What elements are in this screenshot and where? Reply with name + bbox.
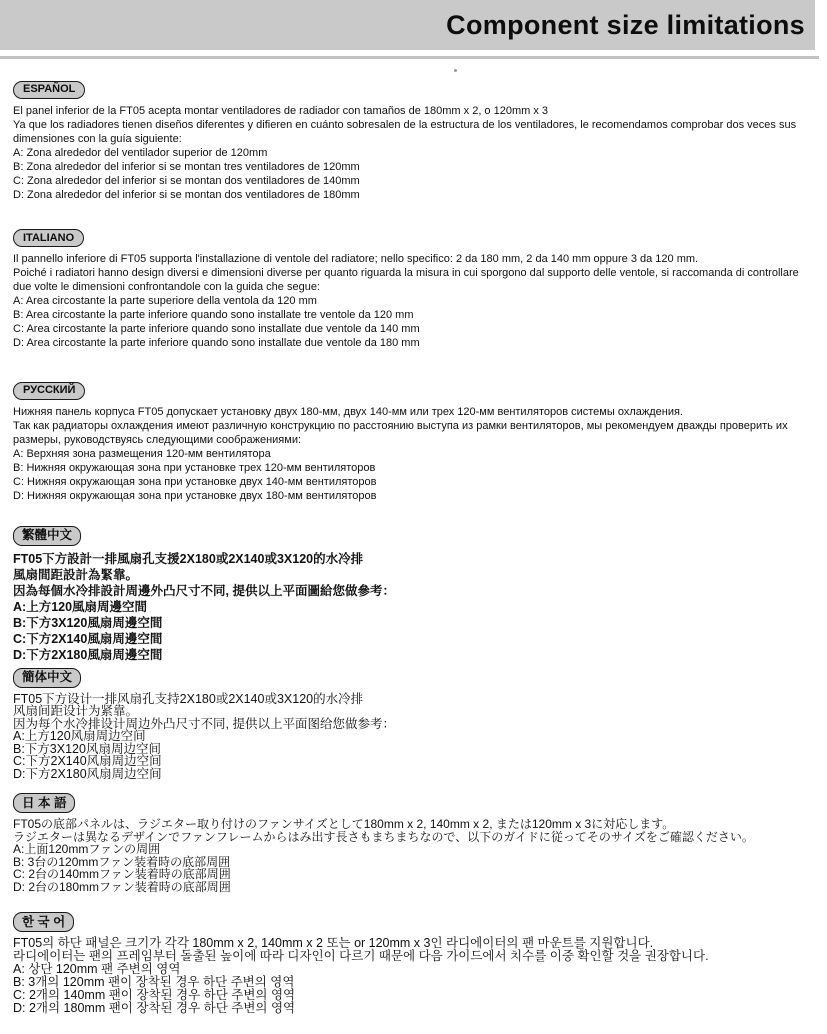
- section-text: [13, 405, 819, 503]
- language-section-ru: [13, 380, 819, 503]
- text-line: El panel inferior de la FT05 acepta montar ventiladores de radiador con tamaños de 180mm x 2, o 120mm x 3: [13, 104, 549, 117]
- text-line: A: Area circostante la parte superiore della ventola da 120 mm: [13, 295, 317, 307]
- section-text: [13, 937, 819, 1015]
- content: [0, 79, 827, 1015]
- text-line: C: 2台の140mmファン装着時の底部周囲: [13, 867, 231, 881]
- text-line: B:下方3X120風扇周邊空間: [13, 615, 163, 630]
- section-text: [13, 551, 819, 663]
- text-line: FT05の底部パネルは、ラジエター取り付けのファンサイズとして180mm x 2, 140mm x 2, または120mm x 3に対応します。: [13, 817, 675, 831]
- text-line: D:下方2X180風扇周邊空間: [13, 647, 163, 662]
- language-label: 日 本 語: [13, 793, 75, 813]
- text-line: B: 3台の120mmファン装着時の底部周囲: [13, 854, 231, 869]
- text-line: B: Zona alrededor del inferior si se montan tres ventiladores de 120mm: [13, 160, 360, 173]
- text-line: D: Zona alrededor del inferior si se montan dos ventiladores de 180mm: [13, 188, 360, 201]
- text-line: C:下方2X140風扇周邊空間: [13, 631, 163, 646]
- text-line: Ya que los radiadores tienen diseños diferentes y difieren en cuánto sobresalen de la estructura de los ventiladores, le recomendamos comprobar dos veces sus dimensiones con la guía siguiente:: [13, 118, 797, 145]
- language-label: 簡体中文: [13, 668, 81, 688]
- text-line: D: Нижняя окружающая зона при установке двух 180-мм вентиляторов: [13, 489, 377, 502]
- text-line: C: Zona alrededor del inferior si se montan dos ventiladores de 140mm: [13, 174, 360, 187]
- language-label: ITALIANO: [13, 229, 84, 247]
- language-section-zh-tw: [13, 526, 819, 663]
- text-line: FT05下方设计一排风扇孔支持2X180或2X140或3X120的水冷排: [13, 691, 364, 706]
- text-line: Poiché i radiatori hanno design diversi e dimensioni diverse per quanto riguarda la misura in cui sporgono dal supporto delle ventole, si raccomanda di controllare due volte le dimensioni confrontandole con la guida che segue:: [13, 267, 799, 293]
- text-line: 风扇间距设计为紧靠。: [13, 704, 139, 718]
- text-line: A: Верхняя зона размещения 120-мм вентилятора: [13, 447, 271, 460]
- text-line: A: 상단 120mm 팬 주변의 영역: [13, 962, 181, 976]
- language-label: ESPAÑOL: [13, 81, 85, 99]
- language-section-es: [13, 79, 819, 202]
- language-section-ja: [13, 793, 819, 893]
- language-label: 繁體中文: [13, 526, 81, 546]
- text-line: D: Area circostante la parte inferiore quando sono installate due ventole da 180 mm: [13, 337, 420, 349]
- text-line: D: 2台の180mmファン装着時の底部周囲: [13, 879, 231, 894]
- text-line: A:上方120风扇周边空间: [13, 729, 146, 743]
- section-text: [13, 104, 819, 202]
- text-line: 風扇間距設計為緊靠。: [13, 567, 139, 582]
- text-line: Il pannello inferiore di FT05 supporta l'installazione di ventole del radiatore; nello specifico: 2 da 180 mm, 2 da 140 mm oppure 3 da 120 mm.: [13, 253, 699, 265]
- header-divider: [0, 56, 819, 59]
- text-line: C: Area circostante la parte inferiore quando sono installate due ventole da 140 mm: [13, 323, 420, 335]
- language-section-zh-cn: [13, 668, 819, 781]
- text-line: Так как радиаторы охлаждения имеют различную конструкцию по расстоянию выступа из рамки вентиляторов, мы рекомендуем дважды проверить их размеры, руководствуясь следующими соображениями:: [13, 419, 788, 446]
- text-line: FT05下方設計一排風扇孔支援2X180或2X140或3X120的水冷排: [13, 551, 364, 566]
- section-text: [13, 693, 819, 781]
- text-line: Нижняя панель корпуса FT05 допускает установку двух 180-мм, двух 140-мм или трех 120-мм вентиляторов системы охлаждения.: [13, 405, 683, 418]
- text-line: B:下方3X120风扇周边空间: [13, 741, 161, 756]
- section-text: [13, 252, 819, 350]
- text-line: B: 3개의 120mm 팬이 장착된 경우 하단 주변의 영역: [13, 975, 295, 989]
- language-label: РУССКИЙ: [13, 382, 85, 400]
- text-line: B: Area circostante la parte inferiore quando sono installate tre ventole da 120 mm: [13, 309, 414, 321]
- text-line: 因為每個水冷排設計周邊外凸尺寸不同, 提供以上平面圖給您做參考：: [13, 583, 395, 598]
- text-line: C: Нижняя окружающая зона при установке двух 140-мм вентиляторов: [13, 475, 377, 488]
- text-line: A:上方120風扇周邊空間: [13, 599, 148, 614]
- text-line: D:下方2X180风扇周边空间: [13, 766, 162, 781]
- page-title: Component size limitations: [446, 10, 805, 40]
- stray-dot: [454, 69, 457, 72]
- text-line: FT05의 하단 패널은 크기가 각각 180mm x 2, 140mm x 2 또는 or 120mm x 3인 라디에이터의 팬 마운트를 지원합니다.: [13, 936, 654, 950]
- text-line: D: 2개의 180mm 팬이 장착된 경우 하단 주변의 영역: [13, 1001, 296, 1015]
- language-section-it: [13, 228, 819, 351]
- text-line: A:上面120mmファンの周囲: [13, 842, 161, 856]
- page-header: [0, 0, 815, 50]
- text-line: B: Нижняя окружающая зона при установке трех 120-мм вентиляторов: [13, 461, 376, 474]
- text-line: C:下方2X140风扇周边空间: [13, 754, 162, 768]
- text-line: 因为每个水冷排设计周边外凸尺寸不同, 提供以上平面图给您做参考：: [13, 716, 395, 731]
- text-line: ラジエターは異なるデザインでファンフレームからはみ出す長さもまちまちなので、以下のガイドに従ってそのサイズをご確認ください。: [13, 829, 754, 844]
- text-line: C: 2개의 140mm 팬이 장착된 경우 하단 주변의 영역: [13, 988, 296, 1002]
- language-label: 한 국 어: [13, 912, 74, 932]
- section-text: [13, 818, 819, 893]
- language-section-ko: [13, 912, 819, 1015]
- text-line: A: Zona alrededor del ventilador superior de 120mm: [13, 146, 268, 159]
- text-line: 라디에이터는 팬의 프레임부터 돌출된 높이에 따라 디자인이 다르기 때문에 다음 가이드에서 치수를 이중 확인할 것을 권장합니다.: [13, 949, 709, 963]
